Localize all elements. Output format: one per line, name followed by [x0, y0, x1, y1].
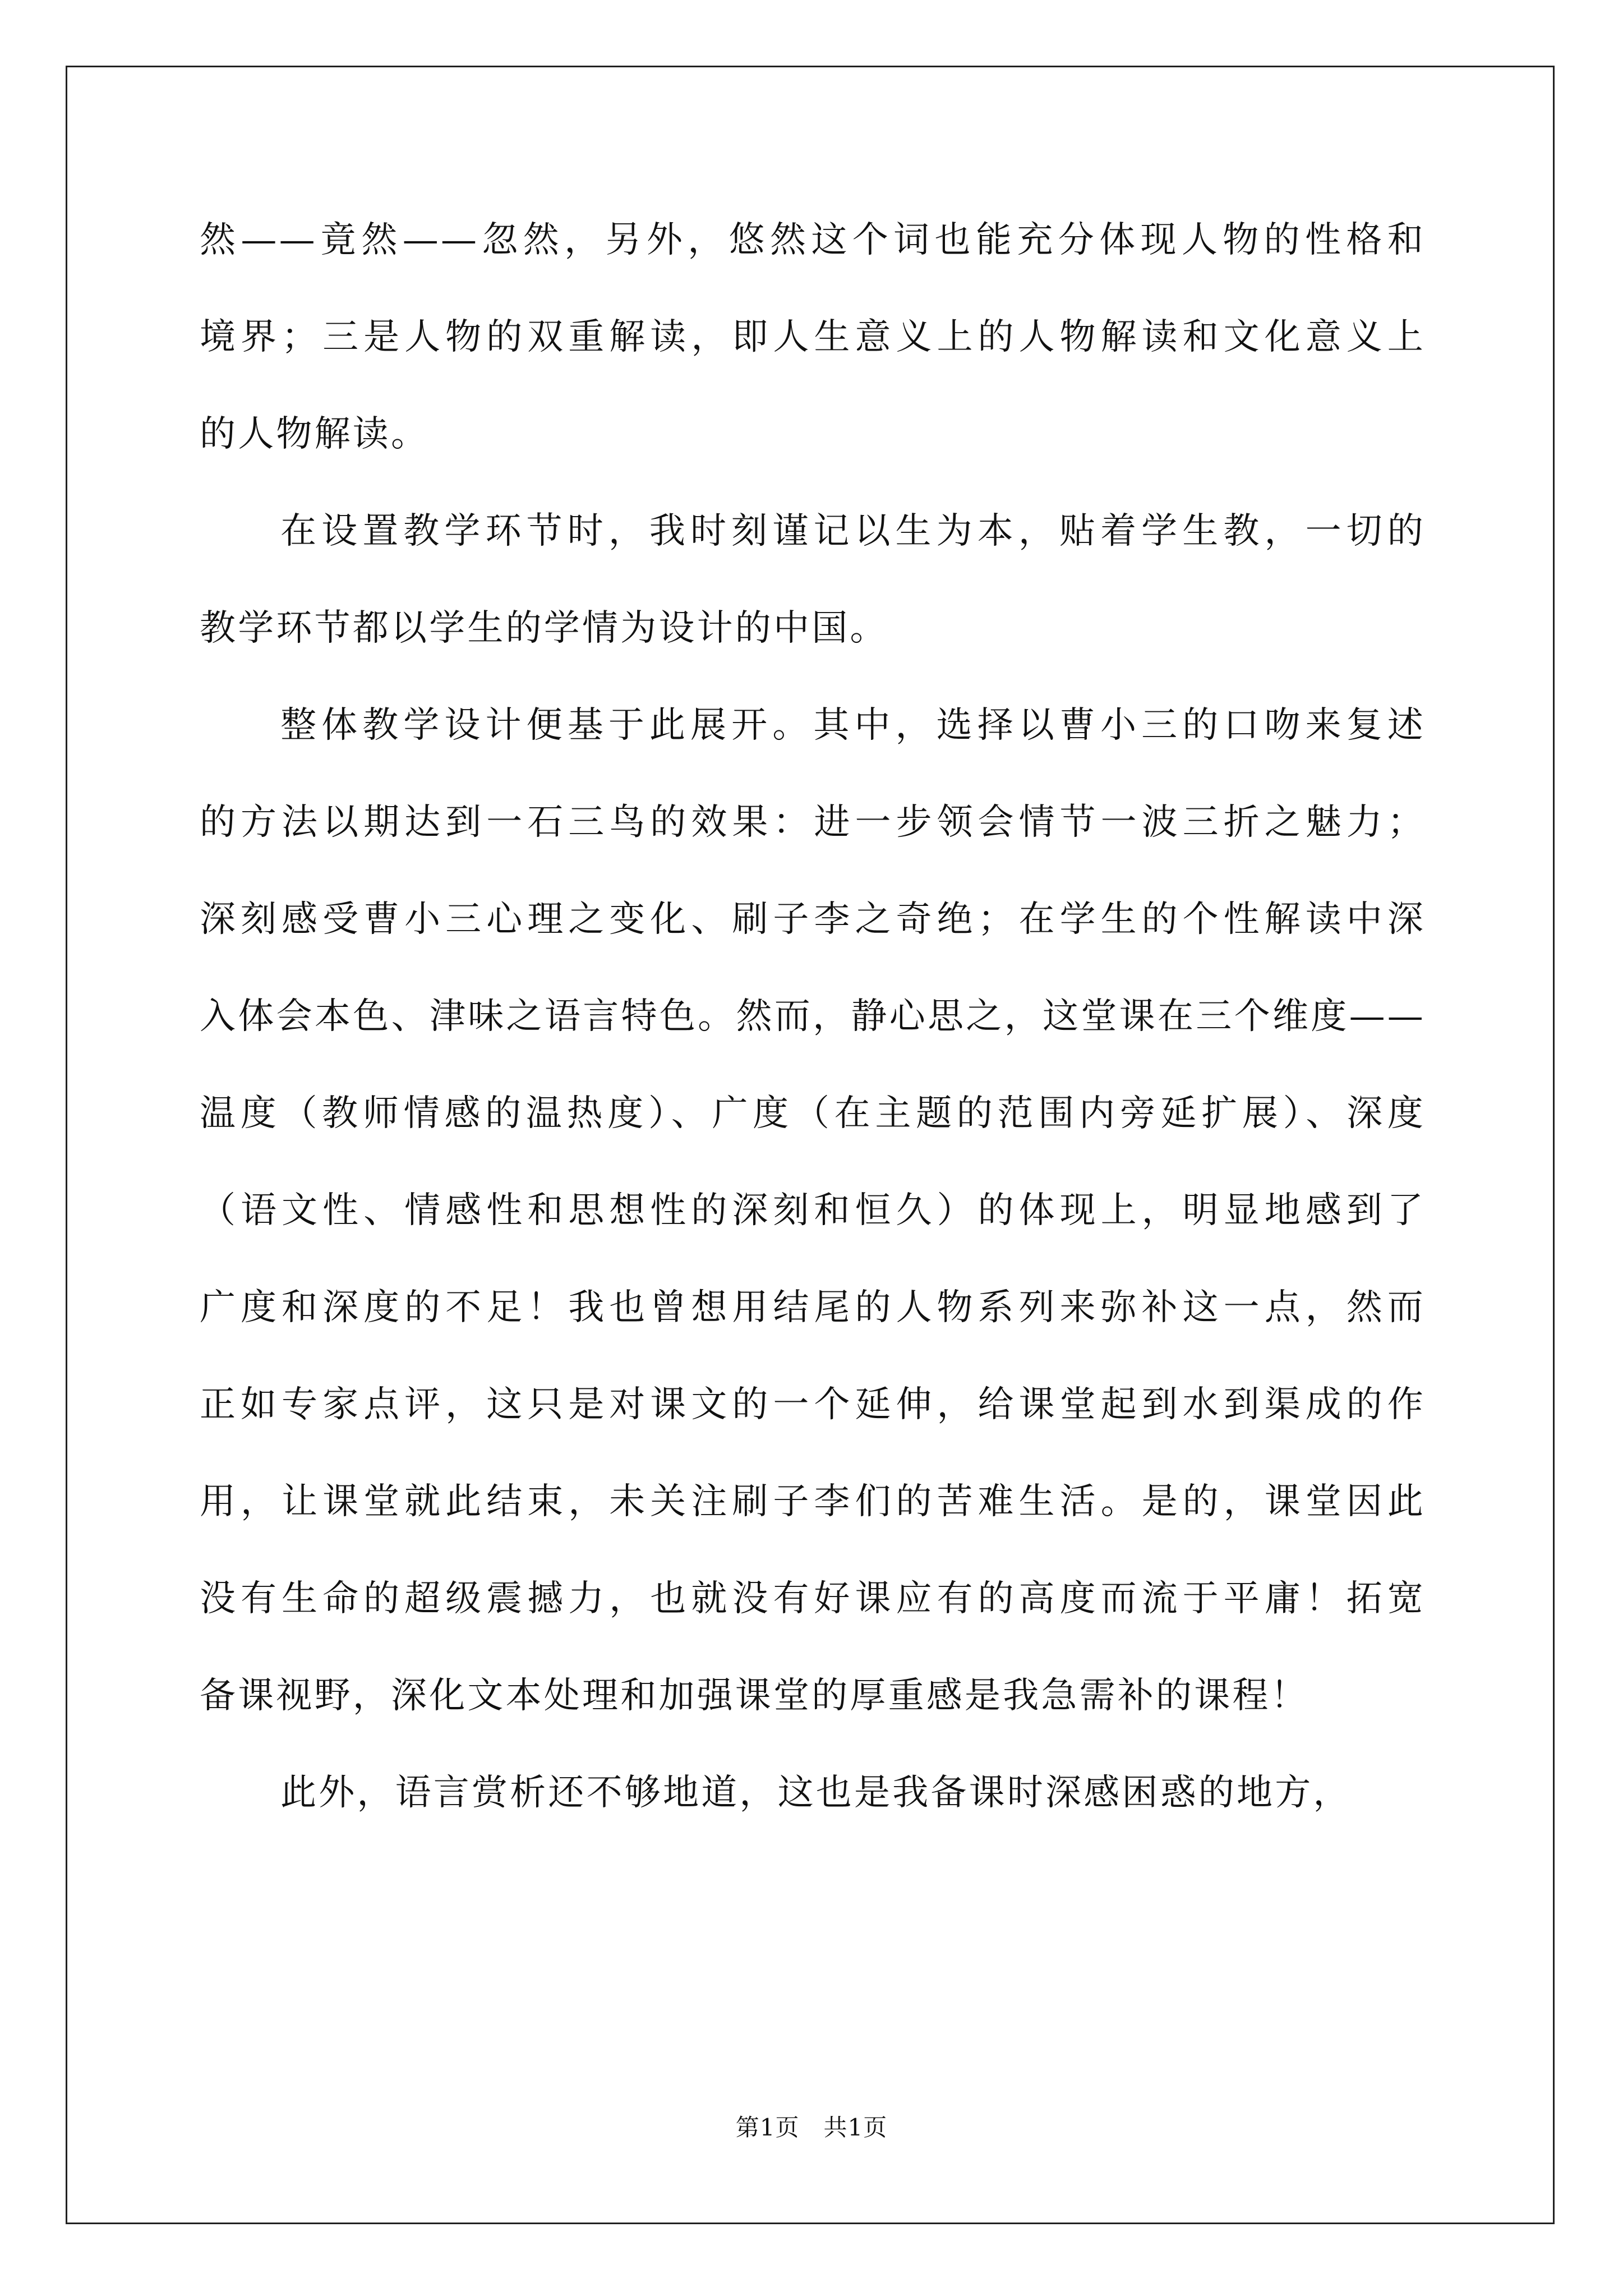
text-line: 没有生命的超级震撼力，也就没有好课应有的高度而流于平庸！拓宽: [200, 1578, 1426, 1619]
text-line: 然——竟然——忽然，另外，悠然这个词也能充分体现人物的性格和: [200, 219, 1426, 261]
document-body: [200, 213, 1426, 1863]
text-line: 温度（教师情感的温热度）、广度（在主题的范围内旁延扩展）、深度: [200, 1093, 1426, 1134]
text-line: 的人物解读。: [200, 413, 430, 455]
text-line: 入体会本色、津味之语言特色。然而，静心思之，这堂课在三个维度——: [200, 996, 1426, 1037]
paragraph-start-line: 整体教学设计便基于此展开。其中，选择以曹小三的口吻来复述: [280, 705, 1426, 746]
text-line: 正如专家点评，这只是对课文的一个延伸，给课堂起到水到渠成的作: [200, 1384, 1426, 1425]
text-line: 备课视野，深化文本处理和加强课堂的厚重感是我急需补的课程！: [200, 1675, 1309, 1717]
text-line: 的方法以期达到一石三鸟的效果：进一步领会情节一波三折之魅力；: [200, 802, 1426, 843]
text-line: 用，让课堂就此结束，未关注刷子李们的苦难生活。是的，课堂因此: [200, 1481, 1426, 1522]
page-number-footer: 第1页 共1页: [735, 2114, 888, 2141]
paragraph-start-line: 在设置教学环节时，我时刻谨记以生为本，贴着学生教，一切的: [280, 510, 1426, 552]
text-line: 深刻感受曹小三心理之变化、刷子李之奇绝；在学生的个性解读中深: [200, 899, 1426, 940]
paragraph-start-line: 此外，语言赏析还不够地道，这也是我备课时深感困惑的地方，: [280, 1772, 1352, 1814]
text-line: 教学环节都以学生的学情为设计的中国。: [200, 608, 888, 649]
text-line: （语文性、情感性和思想性的深刻和恒久）的体现上，明显地感到了: [200, 1190, 1426, 1231]
text-line: 境界；三是人物的双重解读，即人生意义上的人物解读和文化意义上: [200, 316, 1426, 358]
text-line: 广度和深度的不足！我也曾想用结尾的人物系列来弥补这一点，然而: [200, 1287, 1426, 1328]
